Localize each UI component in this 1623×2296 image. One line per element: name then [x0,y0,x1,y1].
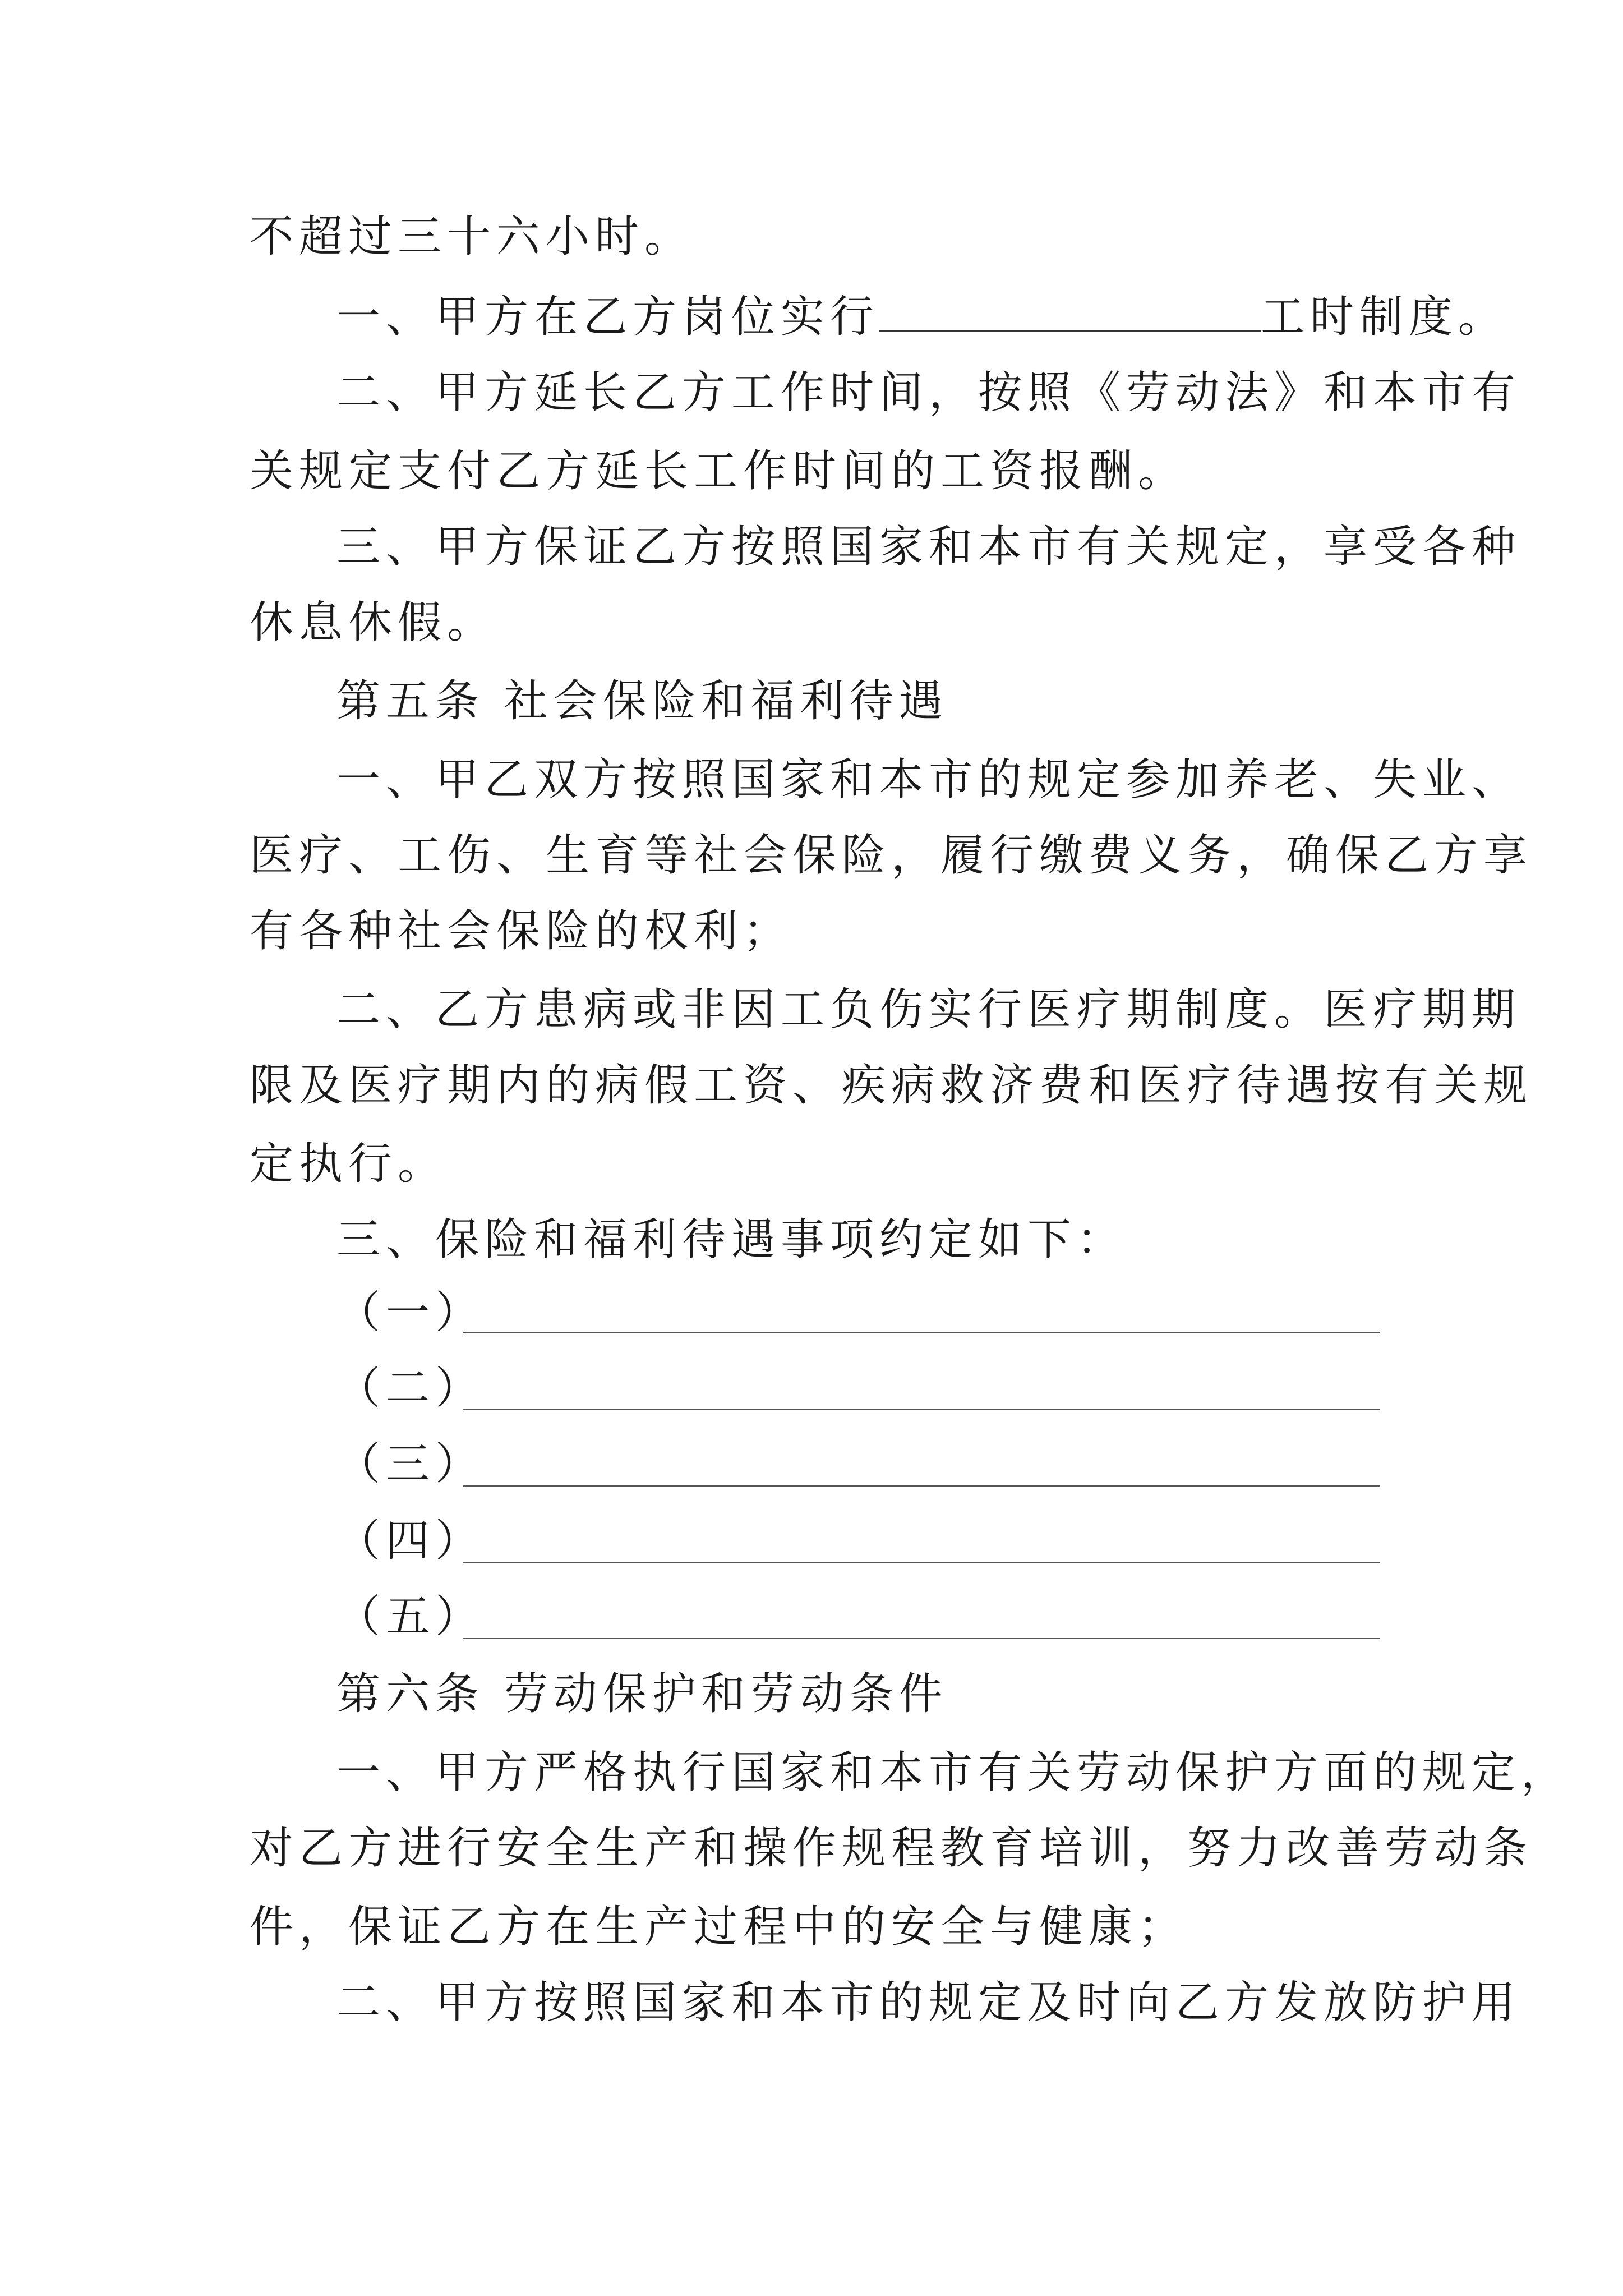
benefit-item-label: （一） [336,1287,485,1338]
benefit-item-blank[interactable] [463,1485,1380,1487]
benefit-item-blank[interactable] [463,1638,1380,1639]
text-line: 关规定支付乙方延长工作时间的工资报酬。 [250,446,1188,496]
benefit-item-blank[interactable] [463,1409,1380,1410]
benefit-item-label: （五） [336,1591,485,1642]
section-heading-5: 第五条 社会保险和福利待遇 [336,676,948,726]
text-line: 二、甲方延长乙方工作时间，按照《劳动法》和本市有 [336,367,1521,418]
text-line: 定执行。 [250,1139,448,1189]
work-hours-blank[interactable] [879,291,1261,332]
section-heading-6: 第六条 劳动保护和劳动条件 [336,1669,948,1719]
clause-4-1-suffix: 工时制度。 [1261,292,1508,342]
text-line: 一、甲乙双方按照国家和本市的规定参加养老、失业、 [336,754,1521,805]
clause-4-1-text: 一、甲方在乙方岗位实行 [336,292,880,342]
benefit-item-blank[interactable] [463,1332,1380,1333]
text-line: 不超过三十六小时。 [250,211,694,262]
text-line: 休息休假。 [250,597,497,648]
text-line: 有各种社会保险的权利； [250,906,793,956]
text-line: 限及医疗期内的病假工资、疾病救济费和医疗待遇按有关规 [250,1060,1533,1111]
clause-4-1 [336,289,1507,345]
text-line: 对乙方进行安全生产和操作规程教育培训，努力改善劳动条 [250,1823,1533,1874]
text-line: 一、甲方严格执行国家和本市有关劳动保护方面的规定， [336,1747,1571,1798]
text-line: 三、保险和福利待遇事项约定如下： [336,1214,1127,1265]
text-line: 三、甲方保证乙方按照国家和本市有关规定，享受各种 [336,522,1521,572]
benefit-item-label: （二） [336,1363,485,1414]
benefit-item-blank[interactable] [463,1562,1380,1563]
text-line: 医疗、工伤、生育等社会保险，履行缴费义务，确保乙方享 [250,830,1533,881]
text-line: 二、甲方按照国家和本市的规定及时向乙方发放防护用 [336,1977,1521,2028]
benefit-item-label: （三） [336,1439,485,1489]
text-line: 件，保证乙方在生产过程中的安全与健康； [250,1902,1188,1952]
text-line: 二、乙方患病或非因工负伤实行医疗期制度。医疗期期 [336,984,1521,1035]
benefit-item-label: （四） [336,1516,485,1566]
